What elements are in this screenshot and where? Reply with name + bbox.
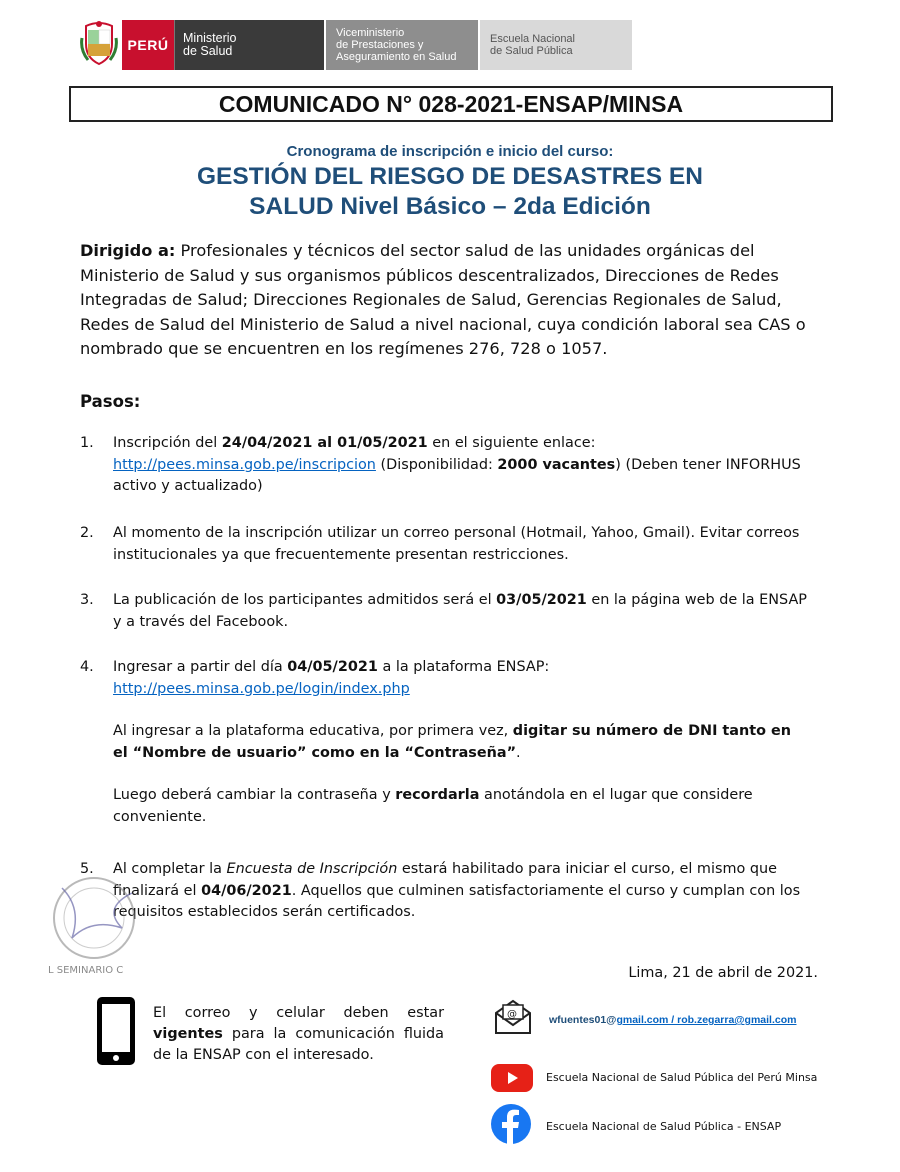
vacancies: 2000 vacantes — [497, 456, 616, 473]
step-4 — [80, 657, 810, 829]
step-text: . Aquellos que culminen satisfactoriamente el curso y cumplan con los requisitos establecidos serán certificados. — [113, 882, 801, 921]
email-icon — [493, 999, 533, 1035]
vice-line1: Viceministerio — [336, 27, 405, 39]
youtube-channel-label[interactable]: Escuela Nacional de Salud Pública del Perú Minsa — [546, 1071, 818, 1084]
step-text: a la plataforma ENSAP: — [377, 659, 550, 675]
youtube-icon[interactable] — [491, 1062, 533, 1094]
facebook-icon[interactable] — [491, 1104, 531, 1144]
step-text: ) (Deben tener INFORHUS activo y actualizado) — [113, 456, 801, 495]
step-2 — [80, 523, 810, 566]
target-audience-text: Profesionales y técnicos del sector salud de las unidades orgánicas del Ministerio de Salud y sus organismos públicos descentralizados, Direcciones de Redes Integradas de Salud; Direcciones Regionales de Salud, Gerencias Regionales de Salud, Redes de Salud del Ministerio de Salud a nivel nacional, cuya condición laboral sea CAS o nombrado que se encuentren en los regímenes 276, 728 o 1057. — [80, 241, 806, 359]
steps-heading: Pasos: — [80, 392, 141, 411]
escuela-line2: de Salud Pública — [490, 45, 573, 57]
official-stamp — [42, 868, 154, 978]
step-text: (Disponibilidad: — [375, 456, 498, 473]
step-text: Inscripción del — [113, 435, 222, 451]
step-text: anotándola en el lugar que considere conveniente. — [113, 787, 753, 825]
step-text: Al completar la — [113, 861, 227, 877]
peru-label: PERÚ — [122, 20, 174, 70]
course-title-line2: SALUD Nivel Básico – 2da Edición — [249, 193, 651, 220]
viceministerio-label — [326, 20, 478, 70]
note-text: El correo y celular deben estar — [153, 1005, 444, 1021]
survey-name: Encuesta de Inscripción — [226, 861, 398, 877]
stamp-text: L SEMINARIO C — [48, 965, 124, 976]
target-audience-paragraph — [80, 239, 825, 362]
step-number: 2. — [80, 525, 94, 541]
step-number: 3. — [80, 592, 94, 608]
step-text: Ingresar a partir del día — [113, 659, 288, 675]
step-3 — [80, 590, 810, 633]
ministerio-line2: de Salud — [183, 44, 233, 58]
registration-link[interactable]: http://pees.minsa.gob.pe/inscripcion — [113, 456, 376, 473]
dni-credentials-note: digitar su número de DNI tanto en el “Nombre de usuario” como en la “Contraseña” — [113, 723, 792, 761]
course-title-line1: GESTIÓN DEL RIESGO DE DESASTRES EN — [197, 163, 703, 190]
step-number: 5. — [80, 861, 94, 877]
step-number: 1. — [80, 435, 94, 451]
vice-line3: Aseguramiento en Salud — [336, 51, 457, 63]
target-audience-label: Dirigido a: — [80, 241, 176, 260]
step-text: estará habilitado para iniciar el curso, el mismo que finalizará el — [113, 861, 777, 899]
course-title — [0, 162, 900, 222]
schedule-subtitle: Cronograma de inscripción e inicio del curso: — [286, 143, 614, 160]
password-instructions — [113, 785, 810, 828]
step-text: La publicación de los participantes admitidos será el — [113, 592, 497, 608]
remember-note: recordarla — [395, 787, 480, 804]
step-text: Al ingresar a la plataforma educativa, por primera vez, — [113, 723, 513, 740]
step-text: Luego deberá cambiar la contraseña y — [113, 787, 396, 804]
ministerio-line1: Ministerio — [183, 31, 237, 45]
ministerio-label — [174, 20, 324, 70]
coat-of-arms-icon — [80, 20, 118, 66]
facebook-page-label[interactable]: Escuela Nacional de Salud Pública - ENSAP — [546, 1120, 782, 1133]
email-prefix: wfuentes01@ — [549, 1014, 617, 1026]
note-emphasis: vigentes — [153, 1026, 223, 1042]
publication-date: 03/05/2021 — [496, 592, 587, 608]
platform-login-link[interactable]: http://pees.minsa.gob.pe/login/index.php — [113, 680, 410, 697]
contact-validity-note — [153, 1003, 444, 1066]
comunicado-title: COMUNICADO N° 028-2021-ENSAP/MINSA — [69, 86, 833, 122]
step-5 — [80, 859, 825, 924]
date-place: Lima, 21 de abril de 2021. — [628, 965, 818, 981]
step-text: . — [516, 744, 521, 761]
end-date: 04/06/2021 — [201, 882, 292, 899]
contact-emails — [549, 1014, 796, 1026]
step-1 — [80, 433, 810, 498]
step-text: en la página web de la ENSAP y a través del Facebook. — [113, 592, 807, 630]
note-text: para la comunicación fluida de la ENSAP con el interesado. — [153, 1026, 444, 1063]
email-links[interactable]: gmail.com / rob.zegarra@gmail.com — [616, 1014, 797, 1026]
svg-text:@: @ — [507, 1009, 517, 1020]
step-text: en el siguiente enlace: — [427, 435, 596, 451]
header-logos — [80, 20, 632, 70]
start-date: 04/05/2021 — [287, 659, 378, 675]
registration-dates: 24/04/2021 al 01/05/2021 — [221, 435, 428, 451]
step-number: 4. — [80, 659, 94, 675]
login-instructions — [113, 721, 810, 764]
step-text: Al momento de la inscripción utilizar un correo personal (Hotmail, Yahoo, Gmail). Evitar correos institucionales ya que frecuentemente presentan restricciones. — [113, 525, 800, 563]
escuela-label — [480, 20, 632, 70]
mobile-phone-icon — [96, 996, 136, 1066]
vice-line2: de Prestaciones y — [336, 39, 424, 51]
escuela-line1: Escuela Nacional — [490, 33, 575, 45]
